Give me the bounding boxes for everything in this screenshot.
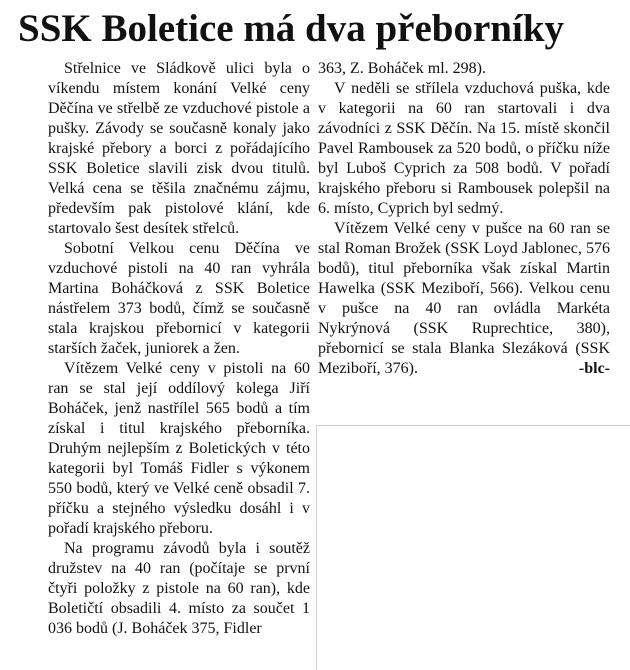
- paragraph-sunday-rifle: V neděli se střílela vzduchová puška, kde v kategorii na 60 ran startovali i dva závodníci z SSK Děčín. Na 15. místě skončil Pavel Rambousek za 520 bodů, o příčku níže byl Luboš Cyprich za 508 bodů. V pořadí krajského přeboru si Rambousek polepšil na 6. místo, Cyprich byl sedmý.: [318, 80, 610, 217]
- paragraph-pistol-60: Vítězem Velké ceny v pistoli na 60 ran se stal její oddílový kolega Jiří Boháček, jenž nastřílel 565 bodů a tím získal i titul krajského přeborníka. Druhým nejlepším z Boletických v této kategorii byl Tomáš Fidler s výkonem 550 bodů, který ve Velké ceně obsadil 7. příčku a stejného výsledku dosáhl i v pořadí krajského přeboru.: [48, 360, 310, 537]
- paragraph-intro: Střelnice ve Sládkově ulici byla o víkendu místem konání Velké ceny Děčína ve střelbě ze vzduchové pistole a pušky. Závody se současně konaly jako krajské přebory a borci z pořádajícího SSK Boletice slavili zisk dvou titulů. Velká cena se těšila značnému zájmu, především pak pistolové klání, kde startovalo šest desítek střelců.: [48, 60, 310, 237]
- paragraph-rifle-winners: [318, 219, 610, 379]
- article-right-column: [318, 59, 610, 379]
- rifle-winners-text: Vítězem Velké ceny v pušce na 60 ran se stal Roman Brožek (SSK Loyd Jablonec, 576 bodů), titul přeborníka však získal Martin Hawelka (SSK Meziboří, 566). Velkou cenu v pušce na 40 ran ovládla Markéta Nykrýnová (SSK Ruprechtice, 380), přebornicí se stala Blanka Slezáková (SSK Meziboří, 376).: [318, 220, 610, 377]
- paragraph-saturday-result: Sobotní Velkou cenu Děčína ve vzduchové pistoli na 40 ran vyhrála Martina Boháčková z SSK Boletice nástřelem 373 bodů, čímž se současně stala krajskou přebornicí v kategorii starších žaček, juniorek a žen.: [48, 240, 310, 357]
- clipping-edge-horizontal: [316, 425, 630, 426]
- article-left-column: [48, 59, 310, 639]
- clipping-edge-vertical: [316, 425, 317, 670]
- paragraph-team-continuation: 363, Z. Boháček ml. 298).: [318, 60, 486, 77]
- author-signature: -blc-: [578, 360, 610, 377]
- article-headline: SSK Boletice má dva přeborníky: [18, 7, 565, 50]
- paragraph-team-competition: Na programu závodů byla i soutěž družstev na 40 ran (počítaje se první čtyři položky z pistole na 60 ran), kde Boletičtí obsadili 4. místo za součet 1 036 bodů (J. Boháček 375, Fidler: [48, 540, 310, 637]
